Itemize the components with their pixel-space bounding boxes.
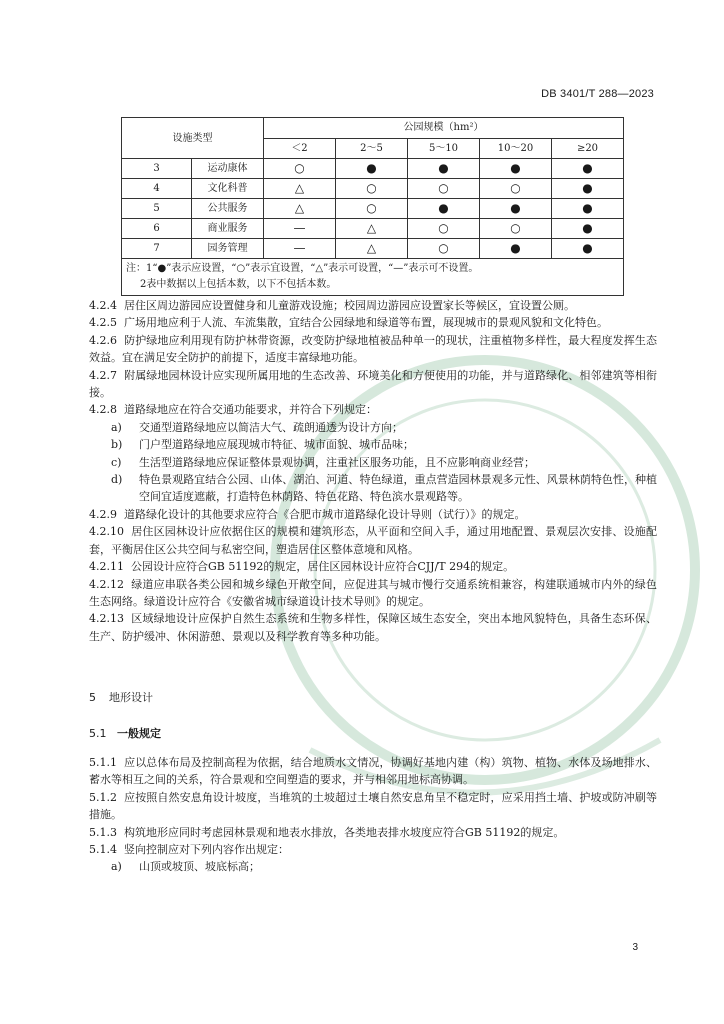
table-cell: ○ [336,179,408,199]
table-cell: ● [552,159,624,179]
facility-name: 运动康体 [192,159,264,179]
section-heading-5: 5 地形设计 [89,691,153,705]
facility-name: 园务管理 [192,239,264,259]
list-item: a) 交通型道路绿地应以简洁大气、疏朗通透为设计方向； [111,420,403,434]
table-row [122,219,624,239]
note-line-1: 注：1“●”表示应设置，“○”表示宜设置，“△”表示可设置，“—”表示可不设置。 [126,263,479,274]
table-cell: — [264,219,336,239]
clause-5-1-1: 5.1.1 应以总体布局及控制高程为依据，结合地质水文情况，协调好基地内建（构）筑物、植物、水体及场地排水、蓄水等相互之间的关系，符合景观和空间塑造的要求，并与相邻用地标高协调。 [89,755,657,787]
facility-name: 公共服务 [192,199,264,219]
page-number: 3 [632,942,638,953]
clause-5-1-4: 5.1.4 竖向控制应对下列内容作出规定： [89,842,289,856]
scale-col: 5～10 [408,139,480,159]
table-cell: ○ [408,219,480,239]
list-item: b) 门户型道路绿地应展现城市特征、城市面貌、城市品味； [111,438,414,452]
table-cell: ● [480,159,552,179]
row-number: 7 [122,239,192,259]
table-note [122,259,624,296]
clause-4-2-5: 4.2.5 广场用地应利于人流、车流集散，宜结合公园绿地和绿道等布置，展现城市的景观风貌和文化特色。 [89,316,608,330]
clause-4-2-11: 4.2.11 公园设计应符合GB 51192的规定，居住区园林设计应符合CJJ/T 294的规定。 [89,560,515,574]
header-facility-type: 设施类型 [122,118,264,159]
table-cell: ● [552,219,624,239]
clause-4-2-9: 4.2.9 道路绿化设计的其他要求应符合《合肥市城市道路绿化设计导则（试行）》的规定。 [89,507,526,521]
table-cell: ○ [264,159,336,179]
clause-4-2-8: 4.2.8 道路绿地应在符合交通功能要求，并符合下列规定： [89,403,377,417]
table-cell: ○ [408,179,480,199]
clause-4-2-10: 4.2.10 居住区园林设计应依据住区的规模和建筑形态，从平面和空间入手，通过用地配置、景观层次安排、设施配套，平衡居住区公共空间与私密空间，塑造居住区整体意境和风格。 [89,525,657,556]
row-number: 6 [122,219,192,239]
table-row [122,159,624,179]
clause-5-1-2: 5.1.2 应按照自然安息角设计坡度，当堆筑的土坡超过土壤自然安息角呈不稳定时，应采用挡土墙、护坡或防冲刷等措施。 [89,790,657,822]
facility-name: 文化科普 [192,179,264,199]
section-heading-5-1: 5.1 一般规定 [89,726,161,740]
clause-4-2-7: 4.2.7 附属绿地园林设计应实现所属用地的生态改善、环境美化和方便使用的功能，并与道路绿化、相邻建筑等相衔接。 [89,368,657,400]
table-cell: ● [408,199,480,219]
list-item: c) 生活型道路绿地应保证整体景观协调，注重社区服务功能，且不应影响商业经营； [111,455,535,469]
table-row [122,179,624,199]
note-line-2: 2表中数据以上包括本数，以下不包括本数。 [140,279,337,290]
row-number: 5 [122,199,192,219]
header-park-scale: 公园规模（hm²） [264,118,624,139]
table-cell: ● [552,239,624,259]
table-cell: ○ [480,219,552,239]
table-cell: ● [408,159,480,179]
table-cell: ● [480,199,552,219]
clause-4-2-6: 4.2.6 防护绿地应利用现有防护林带资源，改变防护绿地植被品种单一的现状，注重植物多样性，最大程度发挥生态效益。宜在满足安全防护的前提下，适度丰富绿地功能。 [89,333,657,365]
scale-col: 2～5 [336,139,408,159]
table-cell: △ [336,219,408,239]
clause-4-2-12: 4.2.12 绿道应串联各类公园和城乡绿色开敞空间，应促进其与城市慢行交通系统相兼容，构建联通城市内外的绿色生态网络。绿道设计应符合《安徽省城市绿道设计技术导则》的规定。 [89,577,657,608]
list-item: a) 山顶或坡顶、坡底标高； [111,860,260,874]
table-row [122,239,624,259]
clause-4-2-13: 4.2.13 区域绿地设计应保护自然生态系统和生物多样性，保障区域生态安全，突出本地风貌特色，具备生态环保、生产、防护缓冲、休闲游憩、景观以及科学教育等多种功能。 [89,612,657,643]
table-cell: △ [264,199,336,219]
table-row [122,199,624,219]
table-cell: ● [336,159,408,179]
table-cell: ○ [480,179,552,199]
facility-name: 商业服务 [192,219,264,239]
facility-table [121,117,624,296]
table-cell: ○ [408,239,480,259]
table-cell: ● [552,179,624,199]
table-cell: △ [264,179,336,199]
table-note-row [122,259,624,296]
scale-col: ≥20 [552,139,624,159]
table-cell: ○ [336,199,408,219]
row-number: 4 [122,179,192,199]
scale-col: ＜2 [264,139,336,159]
table-cell: ● [552,199,624,219]
clause-4-2-4: 4.2.4 居住区周边游园应设置健身和儿童游戏设施；校园周边游园应设置家长等候区，宜设置公厕。 [89,299,575,312]
list-item: d) 特色景观路宜结合公园、山体、湖泊、河道、特色绿道，重点营造园林景观多元性、风景林荫特色性，种植空间宜适度遮蔽，打造特色林荫路、特色花路、特色滨水景观路等。 [111,473,657,504]
table-cell: ● [480,239,552,259]
row-number: 3 [122,159,192,179]
scale-col: 10～20 [480,139,552,159]
clause-5-1-3: 5.1.3 构筑地形应同时考虑园林景观和地表水排放，各类地表排水坡度应符合GB 51192的规定。 [89,825,565,839]
standard-code: DB 3401/T 288—2023 [541,88,654,100]
body-text [89,297,657,876]
table-cell: — [264,239,336,259]
table-cell: △ [336,239,408,259]
